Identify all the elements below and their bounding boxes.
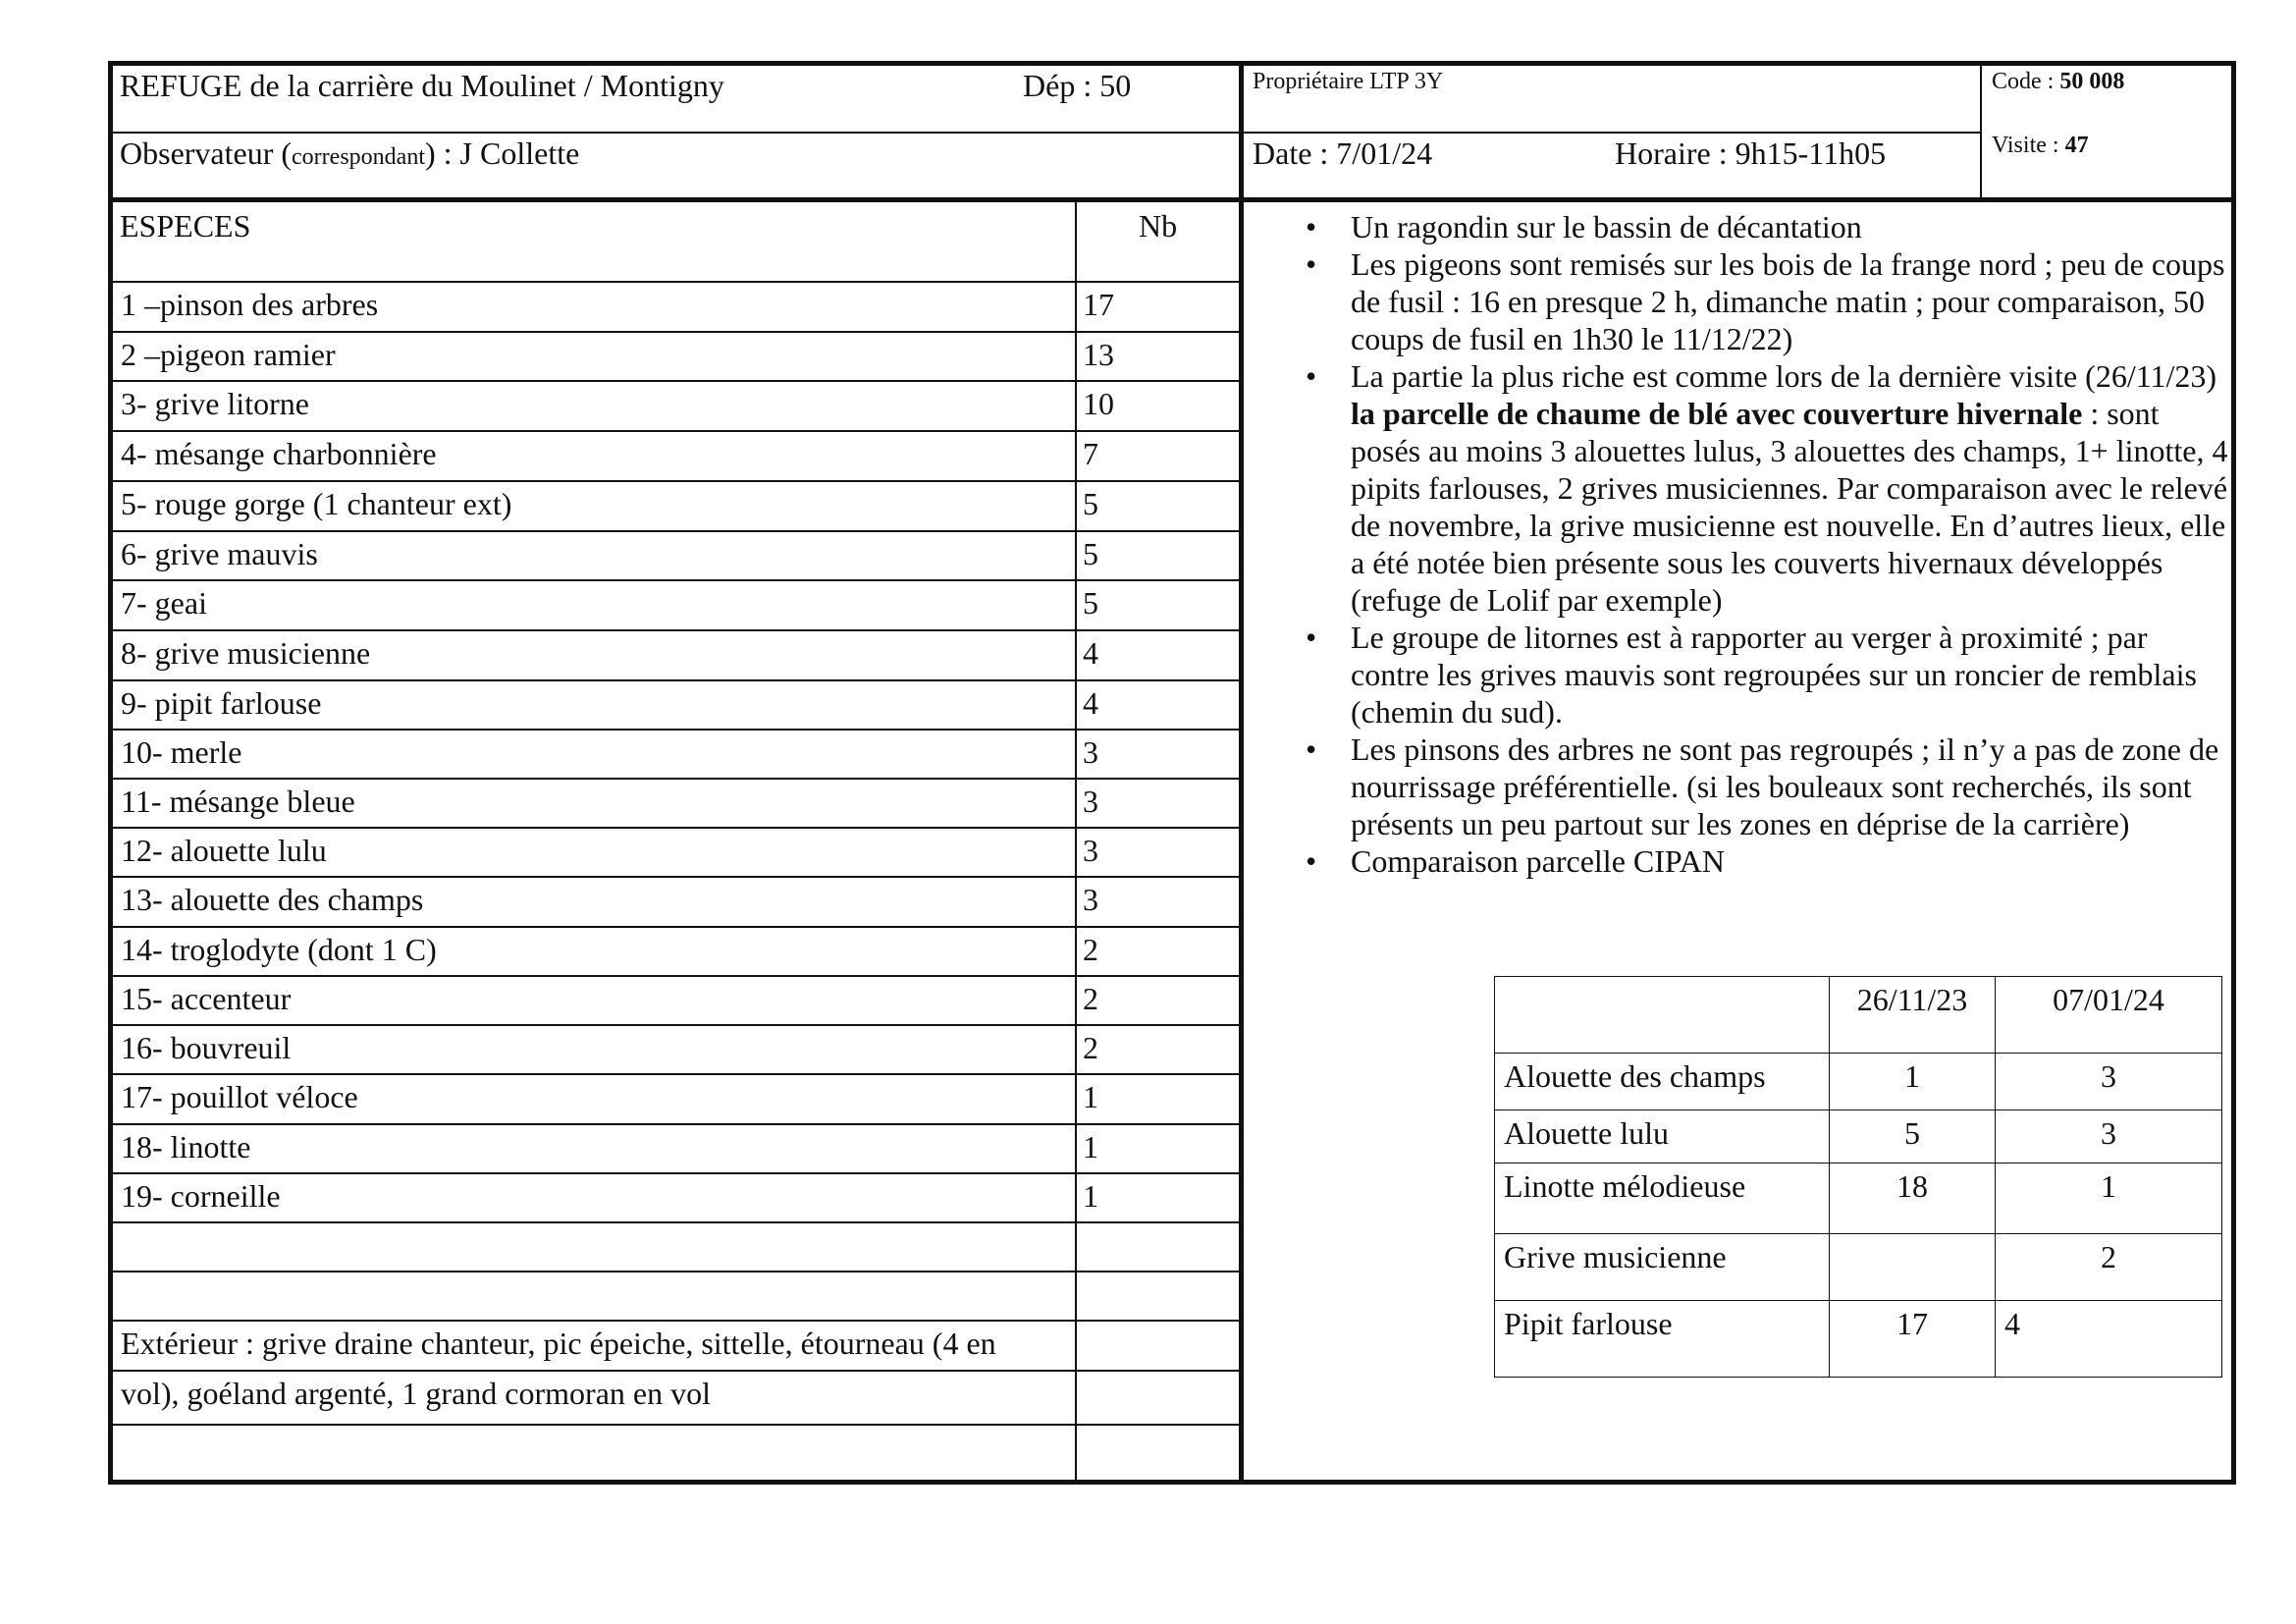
species-row-rule — [113, 926, 1239, 928]
observation-notes — [1306, 208, 2228, 880]
visit-value: 47 — [2064, 133, 2089, 158]
note-text-end: : sont posés au moins 3 alouettes lulus, 3 alouettes des champs, 1+ linotte, 4 pipits farlouses, 2 grives musiciennes. Par comparaison avec le relevé de novembre, la grive musicienne est nouvelle. En d’autres lieux, elle a été notée bien présente sous les couverts hivernaux développés (refuge de Lolif par exemple) — [1351, 396, 2228, 618]
nb-column-divider — [1075, 202, 1077, 1480]
species-row-rule — [113, 530, 1239, 532]
note-text-start: La partie la plus riche est comme lors de la dernière visite (26/11/23) — [1351, 358, 2217, 394]
species-row-rule — [113, 778, 1239, 780]
comparison-corner-cell — [1495, 977, 1830, 1054]
column-divider — [1239, 61, 1244, 1485]
species-count: 3 — [1083, 882, 1098, 917]
observer-paren: correspondant — [292, 144, 425, 170]
observer-field — [120, 135, 579, 176]
species-name: 17- pouillot véloce — [121, 1079, 358, 1114]
species-name: 16- bouvreuil — [121, 1030, 292, 1065]
exterior-line-1: Extérieur : grive draine chanteur, pic épeiche, sittelle, étourneau (4 en — [121, 1326, 996, 1361]
species-count: 13 — [1083, 337, 1114, 372]
nb-header: Nb — [1139, 208, 1178, 244]
species-count: 3 — [1083, 784, 1098, 819]
species-count: 1 — [1083, 1079, 1098, 1114]
species-header: ESPECES — [120, 208, 251, 244]
species-name: 13- alouette des champs — [121, 882, 424, 917]
bullet-icon: • — [1306, 246, 1317, 282]
species-row-rule — [113, 430, 1239, 432]
species-count: 17 — [1083, 287, 1114, 322]
species-count: 5 — [1083, 585, 1098, 621]
species-count: 4 — [1083, 635, 1098, 671]
observer-name: ) : J Collette — [424, 135, 580, 171]
comparison-species: Alouette des champs — [1495, 1054, 1830, 1110]
species-row-rule — [113, 380, 1239, 382]
species-count: 2 — [1083, 1030, 1098, 1065]
comparison-value-1: 17 — [1830, 1301, 1996, 1378]
comparison-row — [1495, 1164, 2222, 1234]
visit-label: Visite : — [1992, 133, 2065, 158]
species-row-rule — [113, 1320, 1239, 1322]
exterior-line-2: vol), goéland argenté, 1 grand cormoran en vol — [121, 1376, 711, 1411]
comparison-species: Pipit farlouse — [1495, 1301, 1830, 1378]
header-row-divider-left — [113, 132, 1239, 134]
species-name: 9- pipit farlouse — [121, 685, 322, 721]
species-row-rule — [113, 1172, 1239, 1174]
species-row-rule — [113, 1073, 1239, 1075]
species-name: 7- geai — [121, 585, 207, 621]
note-item — [1306, 619, 2228, 731]
species-row-rule — [113, 281, 1239, 283]
bullet-icon: • — [1306, 731, 1317, 767]
comparison-value-1: 1 — [1830, 1054, 1996, 1110]
species-count: 10 — [1083, 386, 1114, 421]
owner-label: Propriétaire LTP 3Y — [1253, 69, 1444, 94]
header-row-divider-right — [1244, 132, 1980, 134]
note-text: Les pinsons des arbres ne sont pas regroupés ; il n’y a pas de zone de nourrissage préférentielle. (si les bouleaux sont recherchés, ils sont présents un peu partout sur les zones en déprise de la carrière) — [1351, 731, 2219, 841]
comparison-row — [1495, 1110, 2222, 1164]
comparison-value-2: 1 — [1996, 1164, 2222, 1234]
bullet-icon: • — [1306, 843, 1317, 879]
department: Dép : 50 — [1023, 68, 1132, 103]
cipan-comparison-table — [1494, 976, 2222, 1378]
species-row-rule — [113, 1024, 1239, 1026]
code-value: 50 008 — [2059, 69, 2125, 94]
species-row-rule — [113, 480, 1239, 482]
date-field: Date : 7/01/24 — [1253, 135, 1433, 171]
comparison-value-2: 2 — [1996, 1234, 2222, 1301]
comparison-value-2: 4 — [1996, 1301, 2222, 1378]
species-name: 19- corneille — [121, 1178, 281, 1214]
note-text: Les pigeons sont remisés sur les bois de la frange nord ; peu de coups de fusil : 16 en presque 2 h, dimanche matin ; pour comparaison, 50 coups de fusil en 1h30 le 11/12/22) — [1351, 246, 2225, 356]
code-box-divider — [1980, 66, 1982, 197]
species-name: 3- grive litorne — [121, 386, 309, 421]
species-row-rule — [113, 975, 1239, 977]
comparison-species: Alouette lulu — [1495, 1110, 1830, 1164]
species-row-rule — [113, 331, 1239, 333]
species-name: 4- mésange charbonnière — [121, 436, 437, 471]
species-count: 5 — [1083, 536, 1098, 571]
header-divider — [108, 197, 2236, 202]
species-name: 11- mésange bleue — [121, 784, 355, 819]
species-count: 4 — [1083, 685, 1098, 721]
comparison-value-2: 3 — [1996, 1110, 2222, 1164]
code-field — [1992, 67, 2124, 96]
species-row-rule — [113, 1424, 1239, 1426]
species-row-rule — [113, 1123, 1239, 1125]
species-count: 5 — [1083, 486, 1098, 521]
bullet-icon: • — [1306, 620, 1317, 655]
note-item — [1306, 731, 2228, 842]
species-row-rule — [113, 729, 1239, 731]
note-item — [1306, 842, 2228, 880]
species-name: 10- merle — [121, 734, 242, 770]
note-text: Le groupe de litornes est à rapporter au verger à proximité ; par contre les grives mauvis sont regroupées sur un roncier de remblais (chemin du sud). — [1351, 620, 2197, 730]
comparison-value-2: 3 — [1996, 1054, 2222, 1110]
species-count: 3 — [1083, 833, 1098, 868]
comparison-col-date-1: 26/11/23 — [1830, 977, 1996, 1054]
comparison-row — [1495, 1234, 2222, 1301]
species-name: 6- grive mauvis — [121, 536, 318, 571]
species-row-rule — [113, 876, 1239, 878]
note-text-bold: la parcelle de chaume de blé avec couverture hivernale — [1351, 396, 2083, 431]
species-name: 18- linotte — [121, 1129, 251, 1164]
species-count: 7 — [1083, 436, 1098, 471]
comparison-row — [1495, 1301, 2222, 1378]
refuge-title: REFUGE de la carrière du Moulinet / Montigny — [120, 68, 724, 103]
species-count: 2 — [1083, 981, 1098, 1016]
species-row-rule — [113, 1271, 1239, 1272]
species-count: 3 — [1083, 734, 1098, 770]
species-name: 2 –pigeon ramier — [121, 337, 336, 372]
species-row-rule — [113, 679, 1239, 681]
note-text: Un ragondin sur le bassin de décantation — [1351, 209, 1862, 244]
note-item — [1306, 357, 2228, 619]
bullet-icon: • — [1306, 209, 1317, 244]
species-name: 8- grive musicienne — [121, 635, 371, 671]
comparison-species: Grive musicienne — [1495, 1234, 1830, 1301]
comparison-species: Linotte mélodieuse — [1495, 1164, 1830, 1234]
comparison-row — [1495, 1054, 2222, 1110]
species-name: 12- alouette lulu — [121, 833, 327, 868]
species-row-rule — [113, 579, 1239, 581]
species-name: 14- troglodyte (dont 1 C) — [121, 932, 437, 967]
note-item — [1306, 208, 2228, 245]
hours-field: Horaire : 9h15-11h05 — [1615, 135, 1887, 171]
code-label: Code : — [1992, 69, 2060, 94]
species-row-rule — [113, 1370, 1239, 1372]
comparison-header-row — [1495, 977, 2222, 1054]
species-count: 2 — [1083, 932, 1098, 967]
comparison-value-1: 5 — [1830, 1110, 1996, 1164]
species-name: 1 –pinson des arbres — [121, 287, 379, 322]
species-count: 1 — [1083, 1178, 1098, 1214]
comparison-value-1: 18 — [1830, 1164, 1996, 1234]
bullet-icon: • — [1306, 358, 1317, 394]
note-item — [1306, 245, 2228, 357]
comparison-value-1 — [1830, 1234, 1996, 1301]
note-text: Comparaison parcelle CIPAN — [1351, 843, 1725, 879]
species-row-rule — [113, 827, 1239, 829]
observer-prefix: Observateur ( — [120, 135, 293, 171]
species-count: 1 — [1083, 1129, 1098, 1164]
comparison-col-date-2: 07/01/24 — [1996, 977, 2222, 1054]
species-row-rule — [113, 1221, 1239, 1223]
species-name: 5- rouge gorge (1 chanteur ext) — [121, 486, 512, 521]
visit-field — [1992, 131, 2089, 160]
species-row-rule — [113, 629, 1239, 631]
species-name: 15- accenteur — [121, 981, 292, 1016]
